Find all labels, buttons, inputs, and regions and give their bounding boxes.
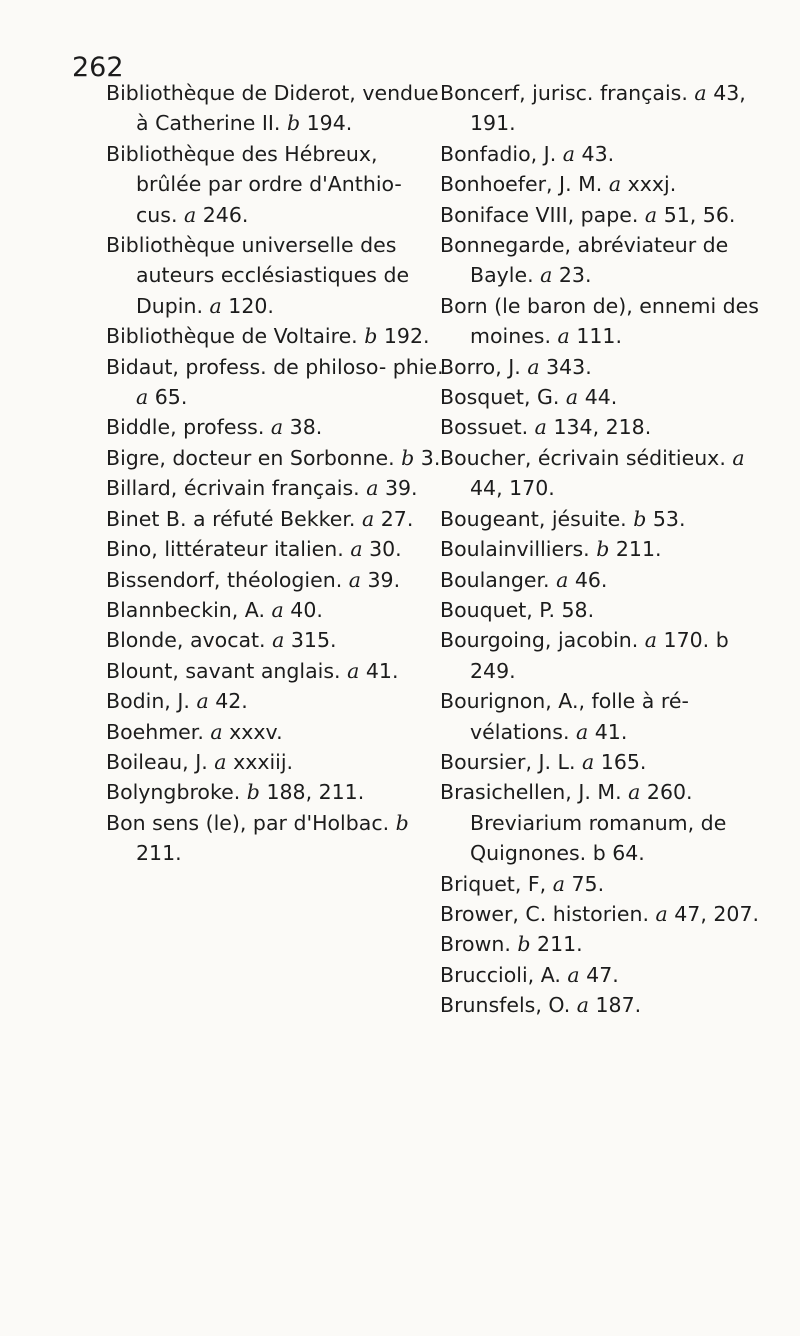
index-entry: Biddle, profess. a 38. xyxy=(106,415,323,440)
index-entry: Born (le baron de), ennemi des moines. a 111. xyxy=(440,293,759,349)
index-entry: Bon sens (le), par d'Holbac. b 211. xyxy=(106,810,409,866)
index-entry: Boursier, J. L. a 165. xyxy=(440,749,647,774)
index-entry: Bissendorf, théologien. a 39. xyxy=(106,567,401,592)
index-entry: Bibliothèque de Voltaire. b 192. xyxy=(106,324,430,349)
index-entry: Bigre, docteur en Sorbonne. b 3. xyxy=(106,445,441,470)
index-entry: Bibliothèque de Diderot, vendue à Catherine II. b 194. xyxy=(106,81,439,136)
index-entry: Brunsfels, O. a 187. xyxy=(440,993,642,1018)
index-entry: Binet B. a réfuté Bekker. a 27. xyxy=(106,506,414,531)
index-entry: Bonfadio, J. a 43. xyxy=(440,141,615,166)
index-entry: Bidaut, profess. de philoso- phie. a 65. xyxy=(106,354,444,410)
index-entry: Briquet, F, a 75. xyxy=(440,871,605,896)
index-column-left xyxy=(106,78,446,869)
index-entry: Bougeant, jésuite. b 53. xyxy=(440,506,686,531)
index-entry: Bonnegarde, abréviateur de Bayle. a 23. xyxy=(440,233,729,288)
index-entry: Bolyngbroke. b 188, 211. xyxy=(106,780,365,805)
index-entry: Bruccioli, A. a 47. xyxy=(440,962,619,987)
index-entry: Boucher, écrivain séditieux. a 44, 170. xyxy=(440,445,745,501)
index-entry: Boulanger. a 46. xyxy=(440,567,608,592)
index-entry: Bonhoefer, J. M. a xxxj. xyxy=(440,172,677,197)
index-entry: Bibliothèque universelle des auteurs ecclésiastiques de Dupin. a 120. xyxy=(106,233,410,318)
index-entry: Bourgoing, jacobin. a 170. b 249. xyxy=(440,628,729,683)
index-entry: Bodin, J. a 42. xyxy=(106,689,248,714)
index-entry: Bouquet, P. 58. xyxy=(440,597,595,622)
index-entry: Brower, C. historien. a 47, 207. xyxy=(440,901,760,926)
index-entry: Blonde, avocat. a 315. xyxy=(106,628,337,653)
index-entry: Bosquet, G. a 44. xyxy=(440,385,618,410)
index-entry: Boncerf, jurisc. français. a 43, 191. xyxy=(440,81,746,136)
index-entry: Bourignon, A., folle à ré- vélations. a 41. xyxy=(440,689,689,744)
index-entry: Bino, littérateur italien. a 30. xyxy=(106,537,402,562)
index-entry: Bibliothèque des Hébreux, brûlée par ordre d'Anthio- cus. a 246. xyxy=(106,141,402,227)
index-entry: Boileau, J. a xxxiij. xyxy=(106,749,294,774)
page-number: 262 xyxy=(72,52,124,83)
index-entry: Billard, écrivain français. a 39. xyxy=(106,476,418,501)
index-entry: Boulainvilliers. b 211. xyxy=(440,537,662,562)
index-entry: Brasichellen, J. M. a 260. Breviarium romanum, de Quignones. b 64. xyxy=(440,780,727,866)
index-entry: Brown. b 211. xyxy=(440,932,583,957)
index-entry: Bossuet. a 134, 218. xyxy=(440,415,652,440)
index-column-right xyxy=(440,78,780,1021)
index-entry: Boehmer. a xxxv. xyxy=(106,719,283,744)
index-entry: Blount, savant anglais. a 41. xyxy=(106,658,399,683)
index-entry: Blannbeckin, A. a 40. xyxy=(106,597,323,622)
index-entry: Borro, J. a 343. xyxy=(440,354,592,379)
index-entry: Boniface VIII, pape. a 51, 56. xyxy=(440,202,736,227)
